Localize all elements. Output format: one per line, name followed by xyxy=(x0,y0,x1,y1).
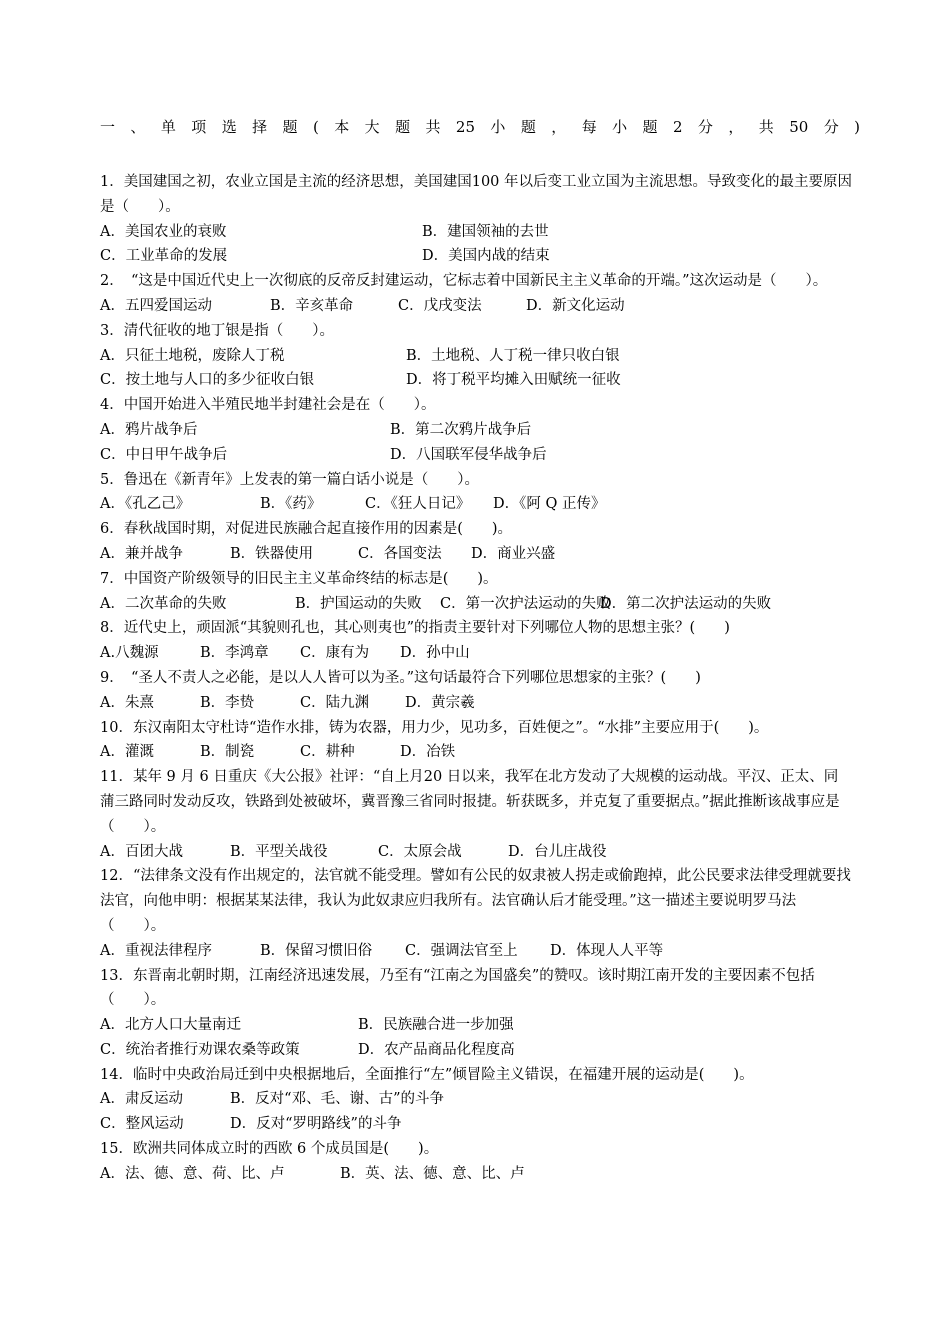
option-row xyxy=(100,641,852,666)
option-c: C．戊戌变法 xyxy=(398,297,482,314)
question-stem: 13．东晋南北朝时期，江南经济迅速发展，乃至有“江南之为国盛矣”的赞叹。该时期江南开发的主要因素不包括（ ）。 xyxy=(100,967,815,1009)
option-row xyxy=(100,220,852,245)
question-stem: 10．东汉南阳太守杜诗“造作水排，铸为农器，用力少，见功多，百姓便之”。“水排”主要应用于( )。 xyxy=(100,719,769,736)
option-a: A．五四爱国运动 xyxy=(100,297,212,314)
option-d: D．农产品商品化程度高 xyxy=(358,1041,515,1058)
question-1 xyxy=(100,170,852,269)
option-d: D．反对“罗明路线”的斗争 xyxy=(230,1116,402,1133)
option-b: B．辛亥革命 xyxy=(270,297,354,314)
option-row xyxy=(100,368,852,393)
option-c: C．中日甲午战争后 xyxy=(100,446,228,463)
option-d: D．第二次护法运动的失败 xyxy=(600,595,772,612)
option-a: A．百团大战 xyxy=(100,843,183,860)
question-12 xyxy=(100,864,852,963)
option-d: D．将丁税平均摊入田赋统一征收 xyxy=(406,372,621,389)
option-c: C．按土地与人口的多少征收白银 xyxy=(100,372,315,389)
option-d: D．《阿 Q 正传》 xyxy=(493,496,606,513)
question-5 xyxy=(100,468,852,518)
option-row xyxy=(100,244,852,269)
option-row xyxy=(100,691,852,716)
option-row xyxy=(100,418,852,443)
question-stem: 11．某年 9 月 6 日重庆《大公报》社评：“自上月20 日以来，我军在北方发动了大规模的运动战。平汉、正太、同蒲三路同时发动反攻，铁路到处被破坏，冀晋豫三省同时报捷。斩获既多，并克复了重要据点。”据此推断该战事应是（ ）。 xyxy=(100,769,840,835)
option-a: A．鸦片战争后 xyxy=(100,421,198,438)
option-d: D．新文化运动 xyxy=(526,297,625,314)
question-stem: 5．鲁迅在《新青年》上发表的第一篇白话小说是（ ）。 xyxy=(100,471,479,488)
question-stem: 1．美国建国之初，农业立国是主流的经济思想，美国建国100 年以后变工业立国为主流思想。导致变化的最主要原因是（ ）。 xyxy=(100,174,853,215)
option-row xyxy=(100,1038,852,1063)
question-stem: 6．春秋战国时期，对促进民族融合起直接作用的因素是( )。 xyxy=(100,521,513,538)
option-b: B．平型关战役 xyxy=(230,843,328,860)
option-d: D．台儿庄战役 xyxy=(508,843,607,860)
option-row xyxy=(100,443,852,468)
question-stem: 2． “这是中国近代史上一次彻底的反帝反封建运动，它标志着中国新民主主义革命的开端。”这次运动是（ ）。 xyxy=(100,273,828,290)
option-b: B．建国领袖的去世 xyxy=(422,223,549,240)
option-row xyxy=(100,1112,852,1137)
option-a: A．朱熹 xyxy=(100,694,154,711)
option-row xyxy=(100,939,852,964)
option-b: B．土地税、人丁税一律只收白银 xyxy=(406,347,620,364)
question-8 xyxy=(100,616,852,666)
question-stem: 15．欧洲共同体成立时的西欧 6 个成员国是( )。 xyxy=(100,1141,439,1158)
option-a: A．灌溉 xyxy=(100,744,154,761)
option-a: A．兼并战争 xyxy=(100,545,183,562)
option-row xyxy=(100,542,852,567)
option-row xyxy=(100,492,852,517)
option-b: B．护国运动的失败 xyxy=(295,595,422,612)
option-b: B．保留习惯旧俗 xyxy=(260,942,373,959)
option-a: A．肃反运动 xyxy=(100,1091,183,1108)
question-stem: 8．近代史上，顽固派“其貌则孔也，其心则夷也”的指责主要针对下列哪位人物的思想主张？( ) xyxy=(100,620,730,637)
option-b: B．铁器使用 xyxy=(230,545,314,562)
option-row xyxy=(100,294,852,319)
section-heading: 一、单项选择题(本大题共25小题，每小题2分，共50分) xyxy=(100,118,860,136)
option-d: D．孙中山 xyxy=(400,645,470,662)
question-4 xyxy=(100,393,852,467)
option-b: B．民族融合进一步加强 xyxy=(358,1017,514,1034)
option-c: C．工业革命的发展 xyxy=(100,248,228,265)
option-c: C．耕种 xyxy=(300,744,355,761)
option-b: B．制瓷 xyxy=(200,744,255,761)
option-b: B．李贽 xyxy=(200,694,255,711)
option-a: A．法、德、意、荷、比、卢 xyxy=(100,1165,285,1182)
question-10 xyxy=(100,716,852,766)
question-stem: 12．“法律条文没有作出规定的，法官就不能受理。譬如有公民的奴隶被人拐走或偷跑掉，此公民要求法律受理就要找法官，向他申明：根据某某法律，我认为此奴隶应归我所有。法官确认后才能受理。”这一描述主要说明罗马法（ ）。 xyxy=(100,868,851,934)
option-b: B．《药》 xyxy=(260,496,322,513)
option-row xyxy=(100,1013,852,1038)
question-stem: 14．临时中央政治局迁到中央根据地后，全面推行“左”倾冒险主义错误，在福建开展的运动是( )。 xyxy=(100,1066,754,1083)
option-c: C．统治者推行劝课农桑等政策 xyxy=(100,1041,300,1058)
question-3 xyxy=(100,319,852,393)
option-row xyxy=(100,344,852,369)
option-c: C．陆九渊 xyxy=(300,694,370,711)
question-14 xyxy=(100,1063,852,1137)
option-row xyxy=(100,1087,852,1112)
question-11 xyxy=(100,765,852,864)
question-list xyxy=(100,170,852,1187)
option-d: D．体现人人平等 xyxy=(550,942,664,959)
question-stem: 3．清代征收的地丁银是指（ ）。 xyxy=(100,322,334,339)
option-a: A．二次革命的失败 xyxy=(100,595,227,612)
option-a: A．《孔乙己》 xyxy=(100,496,191,513)
option-c: C．第一次护法运动的失败 xyxy=(440,595,611,612)
question-9 xyxy=(100,666,852,716)
question-7 xyxy=(100,567,852,617)
option-a: A．只征土地税，废除人丁税 xyxy=(100,347,285,364)
option-c: C．《狂人日记》 xyxy=(365,496,471,513)
option-c: C．各国变法 xyxy=(358,545,442,562)
option-d: D．黄宗羲 xyxy=(405,694,475,711)
option-a: A.八魏源 xyxy=(100,645,159,662)
option-d: D．八国联军侵华战争后 xyxy=(390,446,547,463)
option-d: D．美国内战的结束 xyxy=(422,248,550,265)
option-a: A．重视法律程序 xyxy=(100,942,212,959)
option-row xyxy=(100,740,852,765)
option-b: B．反对“邓、毛、谢、古”的斗争 xyxy=(230,1091,444,1108)
option-a: A．北方人口大量南迁 xyxy=(100,1017,241,1034)
option-row xyxy=(100,840,852,865)
question-13 xyxy=(100,964,852,1063)
option-b: B．李鸿章 xyxy=(200,645,269,662)
option-c: C．太原会战 xyxy=(378,843,462,860)
question-2 xyxy=(100,269,852,319)
question-stem: 9． “圣人不责人之必能，是以人人皆可以为圣。”这句话最符合下列哪位思想家的主张？( ) xyxy=(100,669,701,686)
option-row xyxy=(100,592,852,617)
option-row xyxy=(100,1162,852,1187)
option-b: B．英、法、德、意、比、卢 xyxy=(340,1165,525,1182)
question-stem: 7．中国资产阶级领导的旧民主主义革命终结的标志是( )。 xyxy=(100,570,498,587)
question-15 xyxy=(100,1137,852,1187)
option-d: D．冶铁 xyxy=(400,744,456,761)
option-c: C．康有为 xyxy=(300,645,370,662)
option-c: C．整风运动 xyxy=(100,1116,184,1133)
question-stem: 4．中国开始进入半殖民地半封建社会是在（ ）。 xyxy=(100,397,436,414)
option-b: B．第二次鸦片战争后 xyxy=(390,421,532,438)
option-d: D．商业兴盛 xyxy=(471,545,556,562)
option-a: A．美国农业的衰败 xyxy=(100,223,227,240)
option-c: C．强调法官至上 xyxy=(405,942,518,959)
question-6 xyxy=(100,517,852,567)
